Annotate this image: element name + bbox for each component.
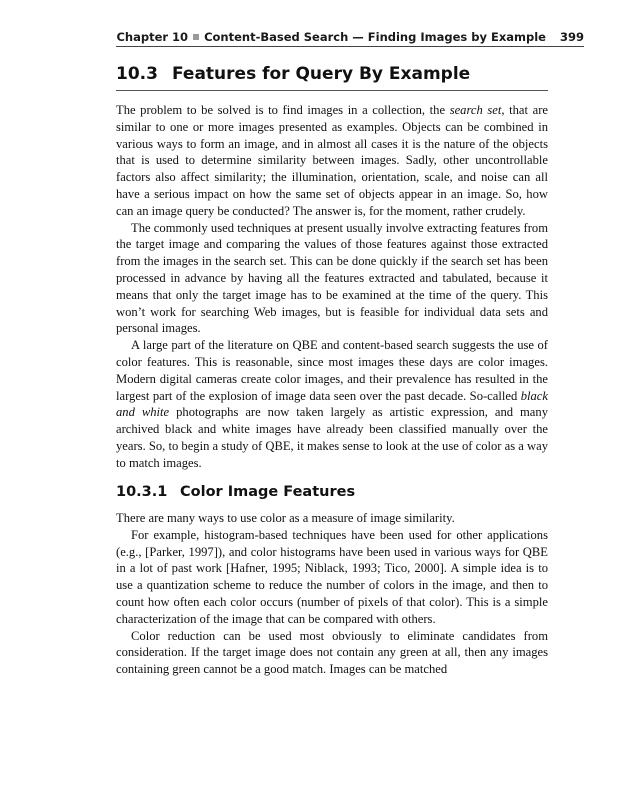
- chapter-title: Content-Based Search — Finding Images by Example: [204, 30, 546, 44]
- chapter-label: Chapter 10: [116, 30, 189, 44]
- subsection-number: 10.3.1: [116, 484, 168, 500]
- running-head: [116, 30, 584, 44]
- paragraph: [116, 220, 548, 338]
- section-number: 10.3: [116, 64, 158, 84]
- text-run: A large part of the literature on QBE and content-based search suggests the use of color features. This is reasonable, since most images these days are color images. Modern digital cameras create color images, and their prevalence has resulted in the largest part of the explosion of image data seen over the past decade. So-called: [116, 338, 548, 403]
- header-rule: [116, 46, 584, 47]
- subsection-body: [116, 510, 548, 678]
- subsection-heading: [116, 484, 548, 500]
- text-run: , that are similar to one or more images presented as examples. Objects can be combined in various ways to form an image, and in almost all cases it is the nature of the objects that is used to determine similarity between images. Sadly, other uncontrollable factors also affect similarity; the illumination, orientation, scale, and noise can all have a serious impact on how the same set of objects appear in an image. So, how can an image query be conducted? The answer is, for the moment, rather crudely.: [116, 103, 549, 218]
- page-number: 399: [559, 30, 584, 44]
- square-bullet-icon: [193, 34, 199, 40]
- emphasis: search set: [449, 103, 502, 117]
- emphasis: black and white: [116, 388, 548, 420]
- subsection-title: Color Image Features: [180, 484, 356, 500]
- section-title: Features for Query By Example: [172, 64, 471, 84]
- text-run: The problem to be solved is to find images in a collection, the: [116, 103, 450, 117]
- text-run: photographs are now taken largely as artistic expression, and many archived black and white images have already been classified manually over the years. So, to begin a study of QBE, it makes sense to look at the use of color as a way to match images.: [116, 405, 548, 470]
- section-heading: [116, 64, 548, 91]
- section-body: [116, 102, 548, 472]
- paragraph: Color reduction can be used most obviously to eliminate candidates from consideration. If the target image does not contain any green at all, then any images containing green cannot be a good match. Images can be matched: [116, 628, 548, 677]
- paragraph: There are many ways to use color as a measure of image similarity.: [116, 511, 455, 525]
- paragraph: For example, histogram-based techniques have been used for other applications (e.g., [Parker, 1997]), and color histograms have been used in various ways for QBE in a lot of past work [Hafner, 1995; Niblack, 1993; Tico, 2000]. A simple idea is to use a quantization scheme to reduce the number of colors in the image, and then to count how often each color occurs (number of pixels of that color). This is a simple characterization of the image that can be compared with others.: [116, 527, 548, 626]
- text-run: The commonly used techniques at present usually involve extracting features from the target image and comparing the values of those features against those extracted from the images in the search set. This can be done quickly if the search set has been processed in advance by having all the features extracted and tabulated, because it means that only the target image has to be examined at the time of the query. This won’t work for searching Web images, but is feasible for individual data sets and personal images.: [116, 220, 548, 336]
- paragraph: [116, 337, 548, 471]
- paragraph: [116, 102, 548, 220]
